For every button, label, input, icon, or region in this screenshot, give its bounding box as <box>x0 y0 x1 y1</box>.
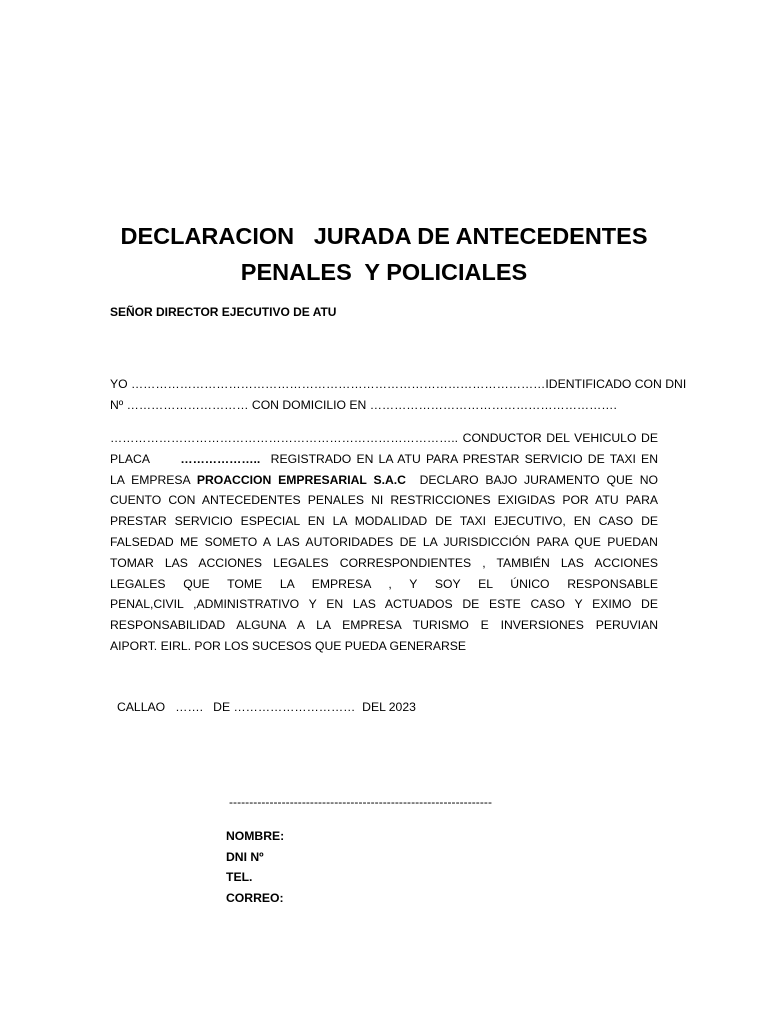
signature-line: ----------------------------------------------------------------- <box>229 795 492 809</box>
date-line: CALLAO ……. DE ………………………… DEL 2023 <box>117 700 416 714</box>
paragraph-line: AIPORT. EIRL. POR LOS SUCESOS QUE PUEDA GENERARSE <box>110 638 467 653</box>
correo-label: CORREO: <box>226 890 284 905</box>
paragraph-line: PENAL,CIVIL ,ADMINISTRATIVO Y EN LAS ACTUADOS DE ESTE CASO Y EXIMO DE <box>110 597 658 612</box>
paragraph-line: RESPONSABILIDAD ALGUNA A LA EMPRESA TURISMO E INVERSIONES PERUVIAN <box>110 618 658 633</box>
paragraph-line: ………………………………………………………………………….. CONDUCTOR DEL VEHICULO DE <box>110 431 658 445</box>
recipient-heading: SEÑOR DIRECTOR EJECUTIVO DE ATU <box>110 305 337 319</box>
identity-line-2: Nº ………………………… CON DOMICILIO EN ……………………………………………………. <box>110 398 617 412</box>
declaration-paragraph <box>110 428 658 657</box>
paragraph-line: LA EMPRESA PROACCION EMPRESARIAL S.A.C DECLARO BAJO JURAMENTO QUE NO <box>110 472 659 487</box>
plate-blank: ……………….. <box>180 451 261 466</box>
identity-dni-label: IDENTIFICADO CON DNI <box>545 377 687 391</box>
paragraph-line: LEGALES QUE TOME LA EMPRESA , Y SOY EL ÚNICO RESPONSABLE <box>110 576 658 591</box>
title-line-1: DECLARACION JURADA DE ANTECEDENTES <box>120 223 648 249</box>
identity-line-1 <box>110 374 687 395</box>
title-line-2: PENALES Y POLICIALES <box>240 259 528 285</box>
paragraph-line: FALSEDAD ME SOMETO A LAS AUTORIDADES DE LA JURISDICCIÓN PARA QUE PUEDAN <box>110 534 658 549</box>
document-title <box>90 218 678 290</box>
tel-label: TEL. <box>226 870 253 884</box>
dni-label: DNI Nº <box>226 849 264 864</box>
company-name: PROACCION EMPRESARIAL S.A.C <box>196 472 406 487</box>
identity-block <box>110 374 687 416</box>
paragraph-line: PRESTAR SERVICIO ESPECIAL EN LA MODALIDAD DE TAXI EJECUTIVO, EN CASO DE <box>110 514 658 529</box>
paragraph-line: TOMAR LAS ACCIONES LEGALES CORRESPONDIENTES , TAMBIÉN LAS ACCIONES <box>110 555 658 570</box>
nombre-label: NOMBRE: <box>226 829 285 843</box>
paragraph-line: CUENTO CON ANTECEDENTES PENALES NI RESTRICCIONES EXIGIDAS POR ATU PARA <box>110 493 658 508</box>
identity-name-blank: YO ………………………………………………………………………………………… <box>110 377 546 391</box>
paragraph-line: PLACA ……………….. REGISTRADO EN LA ATU PARA PRESTAR SERVICIO DE TAXI EN <box>110 451 658 466</box>
signature-fields <box>226 826 284 908</box>
